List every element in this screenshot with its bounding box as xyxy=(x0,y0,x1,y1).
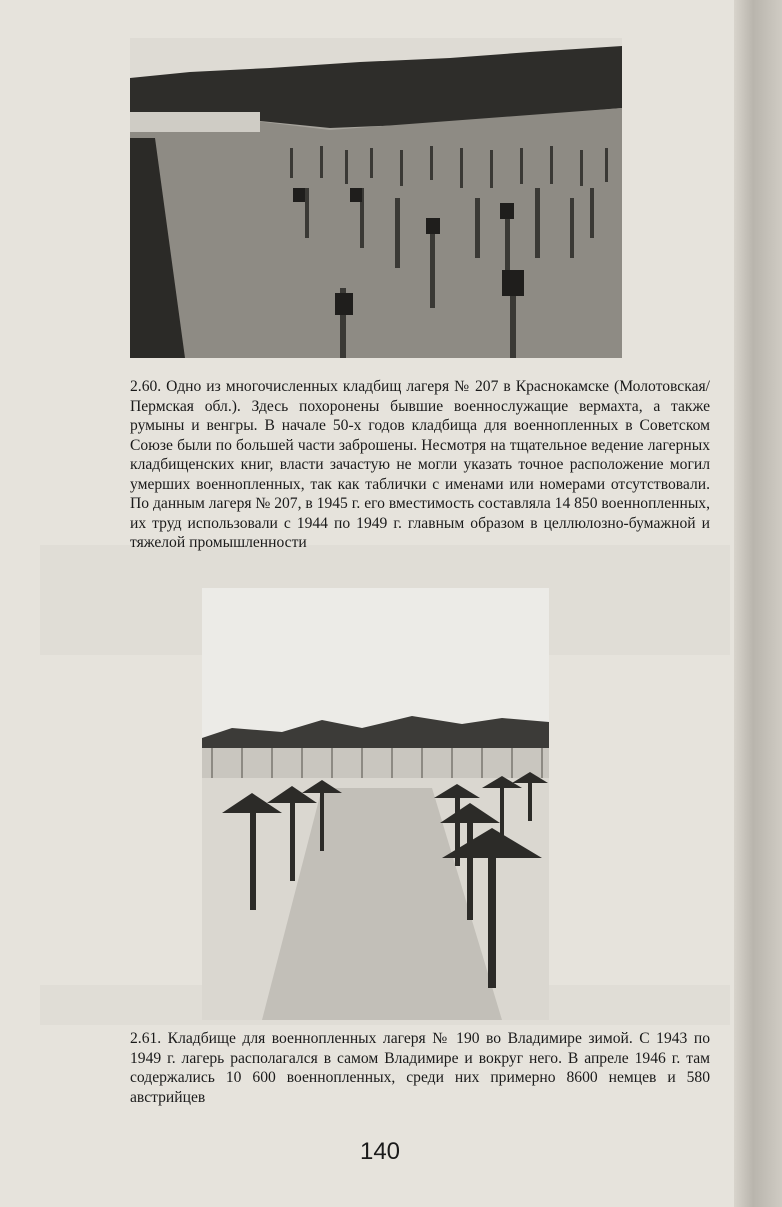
figure-caption-2-61: 2.61. Кладбище для военнопленных лагеря № 190 во Владимире зимой. С 1943 по 1949 г. лагерь располагался в самом Владимире и вокруг него. В апреле 1946 г. там содержались 10 600 военнопленных, среди них примерно 8600 немцев и 580 австрийцев xyxy=(130,1030,710,1106)
cemetery-photo-krasnokamsk xyxy=(130,38,622,358)
cemetery-photo-vladimir xyxy=(202,588,549,1020)
figure-caption-2-60: 2.60. Одно из многочисленных кладбищ лагеря № 207 в Краснокамске (Молотовская/Пермская обл.). Здесь похоронены бывшие военнослужащие вермахта, а также румыны и венгры. В начале 50-х годов кладбища для военнопленных в Советском Союзе были по большей части заброшены. Несмотря на тщательное ведение лагерных кладбищенских книг, власти зачастую не могли указать точное расположение могил умерших военнопленных, так как таблички с именами или номерами отсутствовали. По данным лагеря № 207, в 1945 г. его вместимость составляла 14 850 военнопленных, их труд использовали с 1944 по 1949 г. главным образом в целлюлозно-бумажной и тяжелой промышленности xyxy=(130,378,710,551)
page-edge-shadow xyxy=(734,0,782,1207)
page-number: 140 xyxy=(359,1138,401,1165)
